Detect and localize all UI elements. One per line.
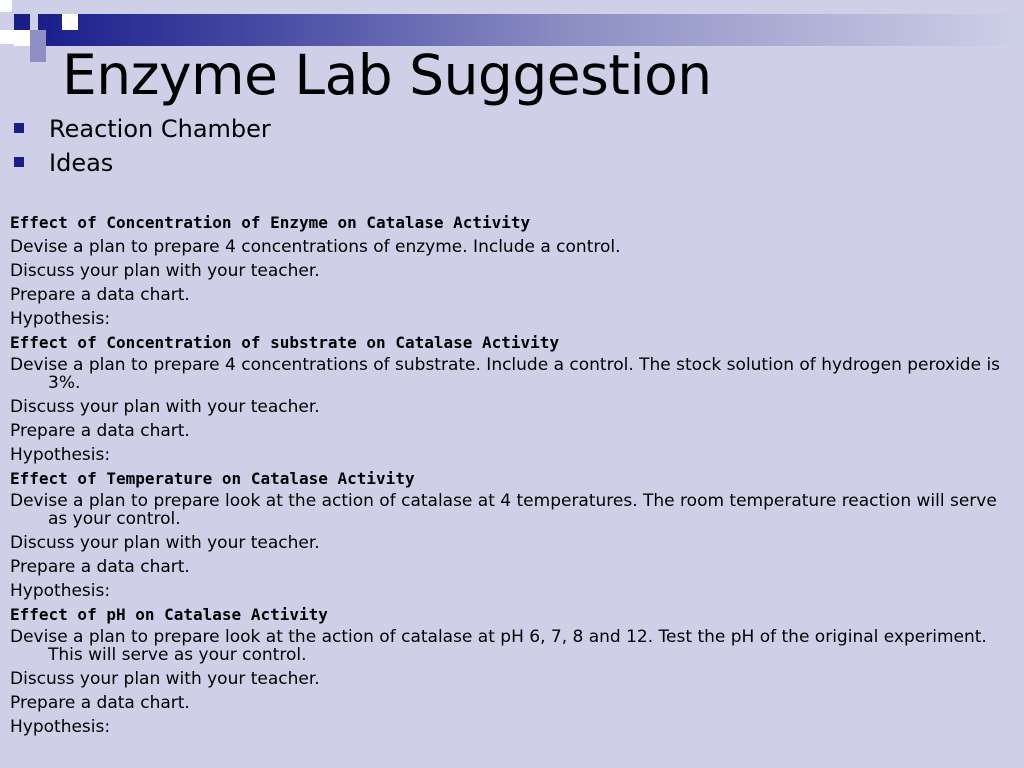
section-plan: Devise a plan to prepare 4 concentrations of substrate. Include a control. The stock solution of hydrogen peroxide is 3%. [10, 355, 1001, 393]
section-hypothesis: Hypothesis: [10, 717, 111, 737]
section-chart: Prepare a data chart. [10, 421, 190, 441]
section-plan: Devise a plan to prepare look at the action of catalase at pH 6, 7, 8 and 12. Test the pH of the original experiment. This will serve as your control. [10, 627, 987, 665]
section-heading: Effect of Temperature on Catalase Activity [10, 469, 415, 488]
decorative-square [0, 30, 14, 44]
section-heading: Effect of Concentration of Enzyme on Catalase Activity [10, 213, 531, 232]
section-plan: Devise a plan to prepare 4 concentrations of enzyme. Include a control. [10, 237, 621, 257]
section-heading: Effect of Concentration of substrate on Catalase Activity [10, 333, 560, 352]
decorative-square [14, 14, 30, 30]
section-discuss: Discuss your plan with your teacher. [10, 261, 320, 281]
decorative-square [14, 30, 30, 46]
square-bullet-icon [14, 123, 24, 133]
bullet-text: Ideas [49, 149, 114, 177]
section-heading: Effect of pH on Catalase Activity [10, 605, 328, 624]
section-hypothesis: Hypothesis: [10, 309, 111, 329]
section-chart: Prepare a data chart. [10, 557, 190, 577]
decorative-square [30, 30, 46, 46]
square-bullet-icon [14, 157, 24, 167]
bullet-list [12, 112, 271, 180]
section-chart: Prepare a data chart. [10, 693, 190, 713]
section-discuss: Discuss your plan with your teacher. [10, 397, 320, 417]
section-chart: Prepare a data chart. [10, 285, 190, 305]
section-hypothesis: Hypothesis: [10, 581, 111, 601]
decorative-square [62, 14, 78, 30]
decorative-square [30, 46, 46, 62]
lab-instructions [10, 212, 1010, 740]
slide-title: Enzyme Lab Suggestion [62, 43, 712, 107]
decorative-square [0, 0, 12, 12]
bullet-item [12, 146, 271, 180]
bullet-item [12, 112, 271, 146]
section-discuss: Discuss your plan with your teacher. [10, 669, 320, 689]
section-plan: Devise a plan to prepare look at the action of catalase at 4 temperatures. The room temperature reaction will serve as your control. [10, 491, 997, 529]
bullet-text: Reaction Chamber [49, 115, 271, 143]
section-discuss: Discuss your plan with your teacher. [10, 533, 320, 553]
section-hypothesis: Hypothesis: [10, 445, 111, 465]
